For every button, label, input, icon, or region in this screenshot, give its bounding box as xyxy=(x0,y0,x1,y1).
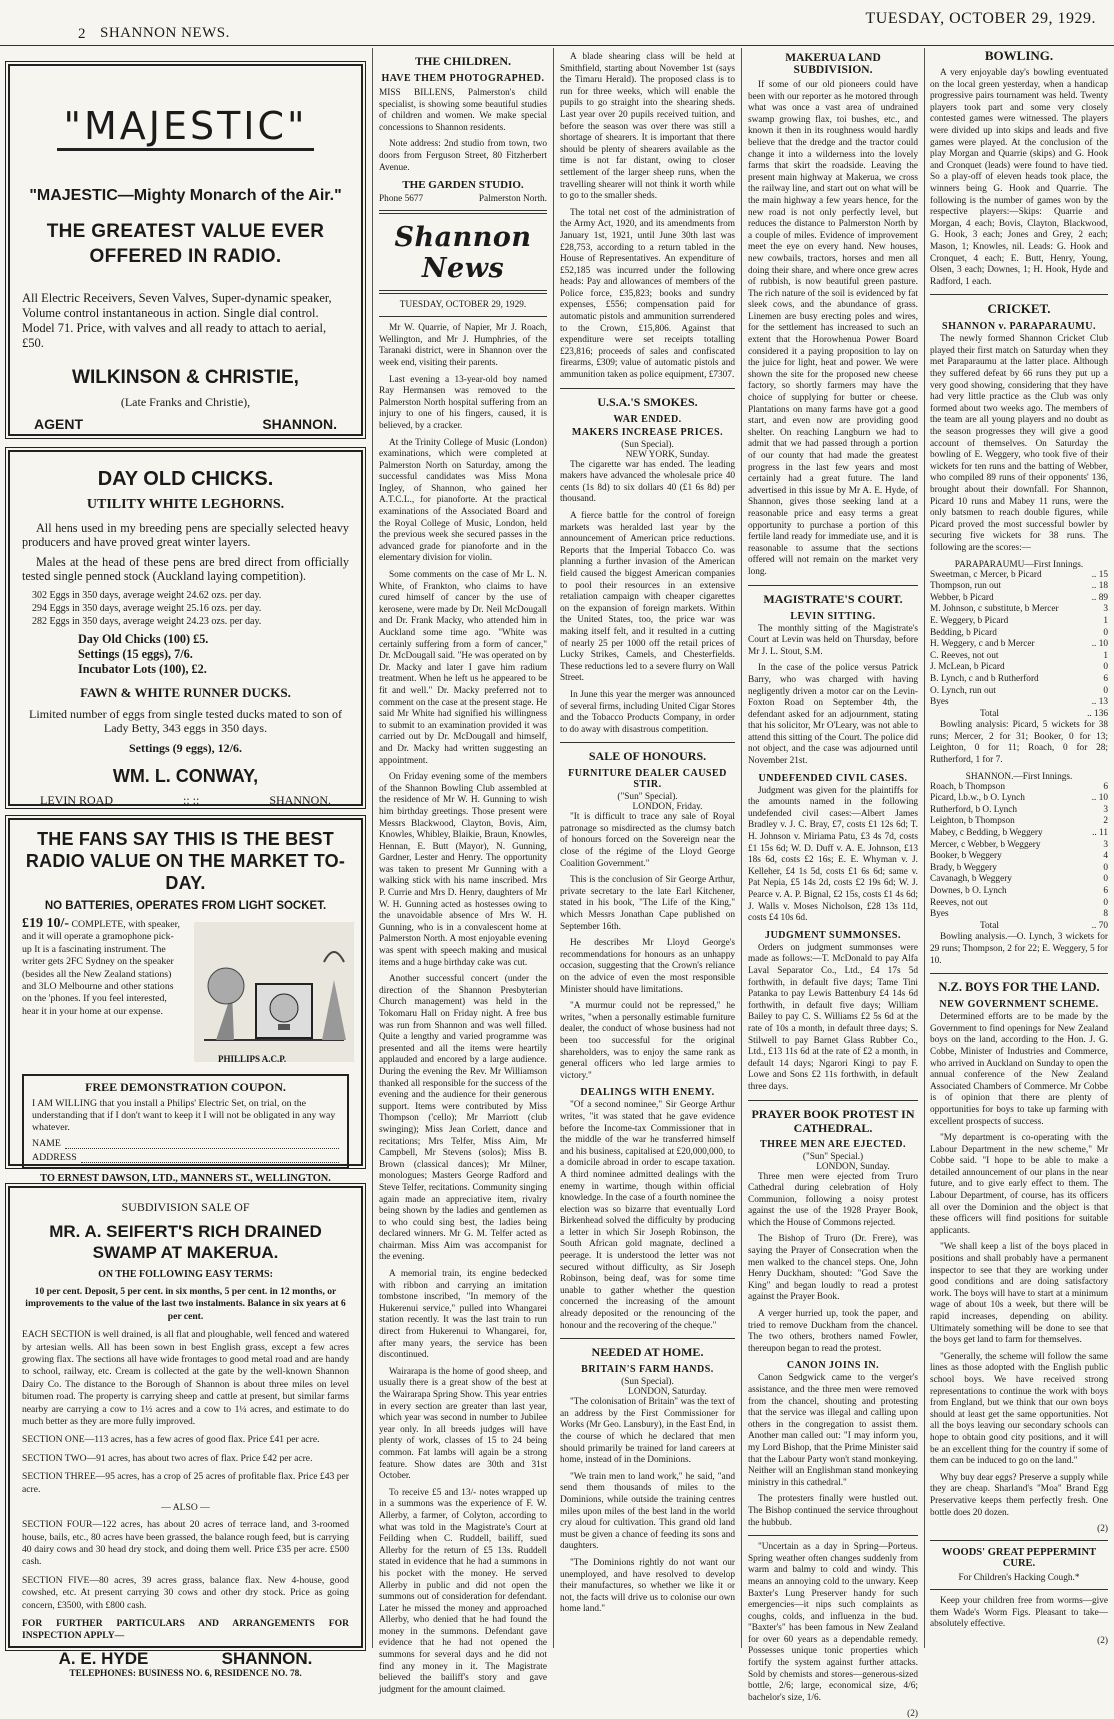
score-row xyxy=(930,816,1108,828)
agent-phones: TELEPHONES: BUSINESS NO. 6, RESIDENCE NO. 78. xyxy=(69,1668,302,1679)
studio-name: THE GARDEN STUDIO. xyxy=(402,179,524,192)
news-paragraph: The cigarette war has ended. The leading makers have advanced the wholesale price 40 cents (1s 8d) to six dollars 40 (£1 6s 8d) per thousand. xyxy=(560,459,735,505)
runs: 1 xyxy=(1103,615,1108,626)
nz-head: N.Z. BOYS FOR THE LAND. xyxy=(938,980,1100,995)
ducks-price: Settings (9 eggs), 12/6. xyxy=(129,741,242,755)
score-row xyxy=(930,674,1108,686)
radio-sub: NO BATTERIES, OPERATES FROM LIGHT SOCKET. xyxy=(44,900,327,912)
woods-sub: For Children's Hacking Cough.* xyxy=(958,1573,1080,1584)
score-row xyxy=(930,639,1108,651)
score-row xyxy=(930,805,1108,817)
batsman: Cavanagh, b Weggery xyxy=(930,874,1012,885)
section-four: SECTION FOUR—122 acres, has about 20 acres of terrace land, and 3-roomed house, bails, etc., 80 acres have been grassed, the balance rough feed, but is carrying 40 dairy cows and 30 head dry stock, and doing them well. Price £35 per acre. £500 cash. xyxy=(22,1519,349,1568)
score-row xyxy=(930,851,1108,863)
score-row xyxy=(930,697,1108,709)
egg-records xyxy=(22,589,349,628)
batsman: C. Reeves, not out xyxy=(930,650,999,661)
batsman: Rutherford, b O. Lynch xyxy=(930,804,1018,815)
majestic-logo: "MAJESTIC" xyxy=(57,104,313,151)
para-innings-head: PARAPARAUMU—First Innings. xyxy=(954,559,1084,570)
coupon-address-label: ADDRESS xyxy=(32,1152,77,1163)
majestic-firm-sub: (Late Franks and Christie), xyxy=(120,395,251,409)
batsman: J. McLean, b Picard xyxy=(930,662,1005,673)
shan-innings-head: SHANNON.—First Innings. xyxy=(965,771,1073,782)
coupon-name-label: NAME xyxy=(32,1138,61,1149)
chick-prices xyxy=(22,632,349,677)
score-row xyxy=(930,782,1108,794)
section-one: SECTION ONE—113 acres, has a few acres of good flax. Price £41 per acre. xyxy=(22,1434,320,1446)
runs: 6 xyxy=(1103,673,1108,684)
radio-illustration xyxy=(194,922,354,1062)
score-row xyxy=(930,581,1108,593)
needed-dateline: LONDON, Saturday. xyxy=(628,1387,707,1398)
subdivision-pre: SUBDIVISION SALE OF xyxy=(121,1200,250,1214)
issue-date: TUESDAY, OCTOBER 29, 1929. xyxy=(865,10,1096,27)
score-row xyxy=(930,886,1108,898)
news-paragraph: He describes Mr Lloyd George's recommendations for honours as an unhappy occasion, suggesting that the Crown's reliance on the advice of even the most responsible Minister should have limitations. xyxy=(560,938,735,995)
news-paragraph: Another successful concert (under the direction of the Shannon Presbyterian Church management) was held in the Tokomaru Hall on Friday night. A free bus was run from Shannon and was well filled. Quite a lengthy and varied programme was presented and all the items were heartily applauded and encored by a large audience. During the evening the Rev. Mr Williamson thanked all responsible for the success of the evening and the audience for their generous support. Items were contributed by Miss Thompson ('cello); Mr Marriott (club swinging); Miss Jean Corlett, dance and recitations; Mrs Telfer, Miss Aim, Mr Campbell, Mr Stevens (solos); Miss B. Brown (classical dances); Mr Milner, monologues; Masters George Radford and Steve Telfer, recitations. Community singing again made an appreciative item, rivalry being shown by the ladies and gentlemen as to who could sing best, the ladies being declared winners. Mr G. M. Telfer acted as chairman. Miss Aim was accompanist for the evening. xyxy=(379,974,547,1263)
cricket-para: The newly formed Shannon Cricket Club played their first match on Saturday when they met Paraparaumu at the latter place. Although they suffered defeat by 66 runs they put up a very good showing, considering that they have had very little practice as the Club was only formed about two weeks ago. The members of the team are all young players and no doubt as the season progresses they will give a good account of themselves. On Saturday the bowling of E. Weggery, who took five of their wickets for ten runs and the batting of Webber, who compiled 89 runs of their opponents' 136, brought about their downfall. For Shannon, Picard 10 runs and Mabey 11 runs, were the only batsmen to reach double figures, while Picard proved the most successful bowler by securing five wickets for 38 runs. The following are the scores:— xyxy=(930,334,1108,553)
smokes-source: (Sun Special). xyxy=(621,439,674,450)
chicks-para-2: Males at the head of these pens are bred direct from officially tested single penned stock (Auckland laying competition). xyxy=(22,555,349,583)
batsman: Byes xyxy=(930,697,949,708)
chicks-sep: :: :: xyxy=(182,793,200,807)
subdivision-title: MR. A. SEIFERT'S RICH DRAINED SWAMP AT MAKERUA. xyxy=(49,1222,322,1262)
runs: 3 xyxy=(1103,604,1108,615)
coupon-address-field[interactable] xyxy=(81,1152,339,1163)
children-body: MISS BILLENS, Palmerston's child specialist, is showing some beautiful studies of children and women. We make special concessions to Shannon residents. xyxy=(379,88,547,133)
news-paragraph: "We train men to land work," he said, "and send them thousands of miles to the Dominions, while outside the training centres miles upon miles of the best land in the world cry aloud for cultivation. This grand old land must be given a chance of feeding its sons and daughters. xyxy=(560,1471,735,1552)
smokes-sub-2: MAKERS INCREASE PRICES. xyxy=(571,426,724,438)
score-row xyxy=(930,570,1108,582)
batsman: B. Lynch, c and b Rutherford xyxy=(930,673,1039,684)
terms: 10 per cent. Deposit, 5 per cent. in six months, 5 per cent. in 12 months, or improvements to the value of the last two instalments. Balance in six years at 6 per cent. xyxy=(25,1286,346,1322)
score-row xyxy=(930,874,1108,886)
score-row xyxy=(930,593,1108,605)
coupon-name-field[interactable] xyxy=(65,1138,339,1149)
news-paragraph: The total net cost of the administration of the Army Act, 1920, and its amendments from January 1st, 1921, until June 30th last was £28,753, according to a return tabled in the House of Representatives. An expenditure of £52,185 was incurred under the following heads: Pay and allowances of members of the Police force, £35,823; books and sundry expenses, £556; compensation paid for automatic pistols and ammunition surrendered to the Crown, £15,806. Against that expenditure were set receipts totalling £23,816; proceeds of sales and confiscated firearms, £309; value of automatic pistols and ammunition taken as police equipment, £7307. xyxy=(560,207,735,381)
canon-head: CANON JOINS IN. xyxy=(786,1360,880,1372)
children-sub: HAVE THEM PHOTOGRAPHED. xyxy=(381,73,545,84)
runs: 2 xyxy=(1103,816,1108,827)
runs: .. 10 xyxy=(1091,793,1108,804)
agent-town: SHANNON. xyxy=(221,1648,313,1668)
score-row xyxy=(930,651,1108,663)
coupon-title: FREE DEMONSTRATION COUPON. xyxy=(85,1080,286,1094)
score-row xyxy=(930,686,1108,698)
needed-story xyxy=(560,1397,735,1616)
score-row xyxy=(930,616,1108,628)
woods-head: WOODS' GREAT PEPPERMINT CURE. xyxy=(941,1547,1097,1570)
news-paragraph: On Friday evening some of the members of the Shannon Bowling Club assembled at the residence of Mr W. H. Gunning to wish him birthday greetings. Those present were Messrs Blackwood, Clayton, Bovis, Aim, Knowles, Whibley, Blaikie, Braun, Knowles, Hennan, E. Butt (Mayor), N. Gunning, Gardner, Lester and Henry. The opportunity was taken to present Mr Gunning with a walking stick with his name inscribed. Mrs P. Currie and Mrs D. Henry, daughters of Mr W. H. Gunning acted as hostesses owing to the unavoidable absence of Mrs W. H. Gunning, who is in a convalescent home at Palmerston North. A most enjoyable evening was spent with speech making and musical items and a huge birthday cake was cut. xyxy=(379,772,547,968)
runs: 8 xyxy=(1103,909,1108,920)
score-row xyxy=(930,793,1108,805)
runs: 0 xyxy=(1103,627,1108,638)
needed-sub: BRITAIN'S FARM HANDS. xyxy=(581,1364,714,1376)
runs: 4 xyxy=(1103,851,1108,862)
column-5 xyxy=(930,44,1108,1652)
smokes-dateline: NEW YORK, Sunday. xyxy=(625,449,710,460)
honours-source: ("Sun" Special). xyxy=(617,792,678,803)
makerua-head: MAKERUA LAND SUBDIVISION. xyxy=(785,52,881,76)
apply-text: FOR FURTHER PARTICULARS AND ARRANGEMENTS FOR INSPECTION APPLY— xyxy=(22,1617,349,1642)
smokes-story xyxy=(560,460,735,737)
batsman: Brady, b Weggery xyxy=(930,862,997,873)
news-paragraph: "Generally, the scheme will follow the same lines as those adopted with the English public school boys. We have received strong representations to continue the work with boys from England, but we think that our own boys should at least get the same opportunities. Not all the boys leaving our secondary schools can hope to obtain good city positions, and it will be an excellent thing for the country if some of them can be induced to go on the land." xyxy=(930,1351,1108,1467)
score-row xyxy=(930,863,1108,875)
ducks-text: Limited number of eggs from single tested ducks mated to son of Lady Betty, 343 eggs in 350 days. xyxy=(29,707,342,735)
radio-ad xyxy=(8,818,363,1184)
page-header xyxy=(0,0,1114,44)
chicks-town: SHANNON. xyxy=(269,793,331,807)
news-paragraph: Wairarapa is the home of good sheep, and usually there is a great show of the best at the Wairarapa Spring Show. This year entries in every section are greater than last year, which year was second in number to Jubilee year only. In all breeds judges will have plenty of work, classes of 15 to 24 being common. Fat lambs will again be a strong feature. Show dates are 30th and 31st October. xyxy=(379,1366,547,1482)
chicks-title: DAY OLD CHICKS. xyxy=(97,468,274,490)
news-paragraph: The monthly sitting of the Magistrate's Court at Levin was held on Thursday, before Mr J. L. Stout, S.M. xyxy=(748,623,918,657)
dealings-para: "Of a second nominee," Sir George Arthur writes, "it was stated that he gave evidence before the Income-tax Commissioner that in the middle of the war he transferred himself and his business, capitalised at £20,000,000, to a domicile abroad in order to escape taxation. A third nominee admitted dealings with the enemy in wartime, though within official knowledge. In the case of a fourth nominee the election was so bizarre that eventually Lord Birkenhead solved the difficulty by producing a letter in which Sir Joseph Robinson, the South African gold magnate, declined a peerage. It is understood the letter was not secured without difficulty, as Sir Joseph Robinson, being deaf, was for some time unable to gather whether the question concerned the increasing of the amount already deposited or the renouncing of the honour and the recovering of the cheque." xyxy=(560,1100,735,1331)
coupon-text: I AM WILLING that you install a Philips' Electric Set, on trial, on the understanding that if I don't want to keep it I will not be obligated in any way whatever. xyxy=(32,1098,336,1133)
score-row xyxy=(930,840,1108,852)
shan-bowling: Bowling analysis.—O. Lynch, 3 wickets for 29 runs; Thompson, 2 for 22; E. Weggery, 5 for 10. xyxy=(930,932,1108,966)
chicks-ad xyxy=(8,450,363,806)
cricket-sub: SHANNON v. PARAPARAUMU. xyxy=(942,321,1096,333)
runs: .. 11 xyxy=(1092,828,1108,839)
batsman: M. Johnson, c substitute, b Mercer xyxy=(930,604,1059,615)
news-paragraph: A verger hurried up, took the paper, and tried to remove Duckham from the chancel. The two others, brothers named Fowler, thereupon began to read the protest. xyxy=(748,1309,918,1354)
prayer-head: PRAYER BOOK PROTEST IN CATHEDRAL. xyxy=(751,1106,915,1135)
score-row xyxy=(930,662,1108,674)
runs: 0 xyxy=(1103,862,1108,873)
radio-caption: PHILLIPS A.C.P. xyxy=(218,1054,287,1064)
batsman: Mabey, c Bedding, b Weggery xyxy=(930,828,1043,839)
news-paragraph: A fierce battle for the control of foreign markets was heralded last year by the announcement of American price reductions. Reports that the Imperial Tobacco Co. was planning a further invasion of the American field caused the biggest American companies to pool their resources in an extensive retaliation campaign with cheaper cigarettes on the expansion of foreign markets. Within the United States, too, the price war was making itself felt, and it resulted in a cutting of nearly 25 per 1000 off the retail prices of Lucky Strikes, Camels, and Chesterfields. These reductions led to a severe flurry on Wall Street. xyxy=(560,511,735,684)
undefended-para: Judgment was given for the plaintiffs for the amounts named in the following undefended civil cases:—Albert James Bradley v. J. C. Bray, £7, costs £1 12s 6d; T. H. Johnson v. Miriama Patu, £3 4s 7d, costs £1 15s 6d; W. D. Duff v. A. E. Johnson, £13 18s 6d, costs £2 16s; E. E. Whyman v. J. Kelleher, £4 1s 5d, costs £1 6s 6d; same v. Pat Nepia, £5 14s 2d, costs £2 19s 6d; W. J. Pearce v. A. P. Bignal, £2 15s, costs £1 4s 6d; J. Walls v. Moses Nicholson, £28 13s 11d, costs £4 10s 6d. xyxy=(748,785,918,924)
news-paragraph: The protesters finally were hustled out. The Bishop continued the service throughout the hubbub. xyxy=(748,1494,918,1528)
news-paragraph: In June this year the merger was announced of several firms, including United Cigar Stores and the Tobacco Products Company, in order to do away with disastrous competition. xyxy=(560,689,735,735)
runs: 0 xyxy=(1103,874,1108,885)
score-row xyxy=(930,898,1108,910)
ducks-title: FAWN & WHITE RUNNER DUCKS. xyxy=(80,685,291,700)
majestic-town: SHANNON. xyxy=(262,416,337,432)
news-paragraph: A memorial train, its engine bedecked with ribbon and carrying an imitation tombstone inscribed, "In memory of the Hukerenui service," pulled into Whangarei station recently. It was the last train to run direct from Hukerenui to Whangarei, for, after many years, the service has been discontinued. xyxy=(379,1269,547,1361)
page-number: 2 xyxy=(78,26,86,42)
para-total-value: .. 136 xyxy=(1087,708,1108,719)
score-row xyxy=(930,604,1108,616)
column-4 xyxy=(748,52,918,1719)
canon-story xyxy=(748,1373,918,1529)
masthead-date: TUESDAY, OCTOBER 29, 1929. xyxy=(399,300,527,311)
needed-source: (Sun Special). xyxy=(621,1377,674,1388)
batsman: Downes, b O. Lynch xyxy=(930,886,1007,896)
honours-sub: FURNITURE DEALER CAUSED STIR. xyxy=(568,768,727,791)
also-label: — ALSO — xyxy=(161,1502,210,1514)
honours-story xyxy=(560,812,735,1082)
runs: 6 xyxy=(1103,781,1108,792)
news-paragraph: "We shall keep a list of the boys placed in positions and shall probably have a permanent inspector to see that they are working under good conditions and are doing satisfactory work. The boys will have to start at a minimum wage of about 10s a week, but there will be rapid increases, depending on ability. Ultimately something will be done to see that the boys get land to farm for themselves. xyxy=(930,1242,1108,1346)
batsman: Thompson, run out xyxy=(930,581,1002,592)
baxters-num: (2) xyxy=(907,1709,918,1719)
news-paragraph: To receive £5 and 13/- notes wrapped up in a summons was the experience of F. W. Allerby, a farmer, of Colyton, according to what was told in the Magistrate's Court at Feilding when C. Ruddell, bailiff, sued Allerby for the return of £5 13s. Ruddell stated in evidence that he had a summons in his pocket with the money. He served Allerby in public and did not open the summons out of consideration for defendant. Later he missed the money and approached Allerby, who denied that he had found the money in the summons. Defendant gave evidence that he had not opened the summons for several days and he did not find any money in it. The Magistrate believed the bailiff's story and gave judgment for the amount claimed. xyxy=(379,1487,547,1695)
agent-name: A. E. HYDE xyxy=(58,1648,149,1668)
bowling-para: A very enjoyable day's bowling eventuated on the local green yesterday, when a handicap progressive pairs tournament was held. Twenty players took part and some very closely contested games were witnessed. The players were divided up into skips and leads and five games were played. At the conclusion of the play Morgan and Quarrie (skips) and G. Hook and Cronquet (leads) were found to have tied. So a play-off of eleven heads took place, the winners being G. Hook and Quarrie. The following is the number of games won by the respective players:—Skips: Quarrie and Morgan, 4 each; Bovis, Clayton, Blackwood, G. Hook, 3 each; Jones and Grey, 2 each; Mason, 1; Knowles, nil. Leads: G. Hook and Cronquet, 4 each; E. Butt, Henry, Young, Olsen, 3 each; Downes, 1; H. Hook, Hyde and Radford, 1 each. xyxy=(930,68,1108,287)
batsman: O. Lynch, run out xyxy=(930,685,996,696)
runs: .. 15 xyxy=(1091,569,1108,580)
court-head: MAGISTRATE'S COURT. xyxy=(763,591,903,606)
runs: .. 18 xyxy=(1091,581,1108,592)
news-paragraph: "It is difficult to trace any sale of Royal patronage so misdirected as the clumsy batch of honours forced on the Sovereign near the close of the régime of the Lloyd George Coalition Government." xyxy=(560,812,735,869)
batsman: Sweetman, c Mercer, b Picard xyxy=(930,569,1042,580)
honours-dateline: LONDON, Friday. xyxy=(632,802,703,813)
batsman: Picard, l.b.w., b O. Lynch xyxy=(930,793,1025,804)
children-head: THE CHILDREN. xyxy=(414,54,512,68)
batsman: H. Weggery, c and b Mercer xyxy=(930,639,1035,650)
cricket-head: CRICKET. xyxy=(987,301,1051,317)
runs: 3 xyxy=(1103,804,1108,815)
radio-body: and it will operate a gramophone pick-up It is a fascinating instrument. The writer gets 2FC Sydney on the speaker (besides all the New Zealand stations) and 3LO Melbourne and other stations on the 'phones. If you feel interested, hear it in your home at our expense. xyxy=(22,931,174,1017)
worms-ad: Keep your children free from worms—give them Wade's Worm Figs. Pleasant to take—absolutely effective. xyxy=(930,1596,1108,1630)
prayer-dateline: LONDON, Sunday. xyxy=(816,1161,890,1172)
runs: .. 10 xyxy=(1091,639,1108,650)
batsman: Byes xyxy=(930,909,949,920)
subdivision-ad xyxy=(8,1186,363,1679)
score-row xyxy=(930,909,1108,921)
news-paragraph: Canon Sedgwick came to the verger's assistance, and the three men were removed from the chancel, shouting and protesting that the service was illegal and calling upon others in the congregation to assist them. Another man called out: "I may inform you, my Lord Bishop, that the Prime Minister said that the Labour Party won't stand monkeying. Neither will an Englishman stand monkeying ministry in this cathedral." xyxy=(748,1373,918,1488)
court-story xyxy=(748,624,918,768)
judgment-para: Orders on judgment summonses were made as follows:—T. McDonald to pay Alfa Laval Separator Co., Ltd., £4 17s 5d forthwith, in default five days; Tame Tini Patanka to pay Lewis Battenbury £4 14s 6d forthwith, in default five days; William Bailey to pay C. S. Williams £2 5s 6d at the rate of 10s a month, in default three days; S. Stilwell to pay Barnet Glass Rubber Co., Ltd., £13 11s 6d at the rate of £2 a month, in default 14 days; Ngarori Kingi to pay F. Lowe and Sons £2 11s forthwith, in default three days. xyxy=(748,942,918,1092)
column-rule xyxy=(553,48,554,1648)
smokes-head: U.S.A.'S SMOKES. xyxy=(597,394,698,409)
news-paragraph: Determined efforts are to be made by the Government to find openings for New Zealand boys on the land, according to the Hon. J. G. Cobbe, Minister of Industries and Commerce, who arrived in Auckland on Sunday to open the annual conference of the New Zealand Associated Chambers of Commerce. Mr Cobbe is of opinion that there are plenty of opportunities for boys to take up farming with excellent prospects of success. xyxy=(930,1012,1108,1127)
prayer-source: ("Sun" Special.) xyxy=(802,1151,864,1162)
column-rule xyxy=(741,48,742,1648)
egg-record: 302 Eggs in 350 days, average weight 24.62 ozs. per day. xyxy=(32,590,262,601)
column-2 xyxy=(379,52,547,1695)
news-paragraph: If some of our old pioneers could have been with our reporter as he motored through what was once a vast area of undrained swamp growing flax, toi bushes, etc., and known it then in its roughness would hardly believe that the dredge and the tractor could change it into a wilderness into the lovely farms that skirt the roadside. Leaving the present main highway at Makerua, we cross the railway line, and start out on what will be the main highway a few years hence, for the new road is not only perfectly level, but reduces the distance to Palmerston North by a couple of miles. Evidence of improvement meet the eye on every hand. New houses, new cowbails, tractors, horses and men all doing their share, and where once grew acres of rubbish, is now beautiful green pasture. The rich nature of the soil is evidenced by fat sleek cows, and the abundance of grass. Linemen are busy erecting poles and wires, for the settlement has increased to such an extent that the Horowhenua Power Board considered it a paying proposition to lay on the juice for light, heat and power. We were shown the site for the proposed new cheese factory, so shortly farmers may have the choice of supplying for butter or cheese. Plantations on many farms have got a good start, and even now are providing good shelter. On reaching Langburn we had to admit that we had passed through a portion of our county that had made the greatest progress in the last few years and most certainly had a great future. The land advertised in this issue by Mr A. E. Hyde, of Shannon, gives those seeking land at a reasonable price and easy terms a great opportunity to purchase a portion of this fertile land ready for immediate use, and it is reasonable to assume that the sections offered will not remain on the market very long. xyxy=(748,80,918,577)
terms-head: ON THE FOLLOWING EASY TERMS: xyxy=(98,1269,273,1280)
studio-city: Palmerston North. xyxy=(478,194,547,205)
runs: 6 xyxy=(1103,886,1108,896)
news-paragraph: Mr W. Quarrie, of Napier, Mr J. Roach, Wellington, and Mr J. Humphries, of the Taranaki district, were in Shannon over the week end, visiting their parents. xyxy=(379,323,547,368)
news-paragraph: Some comments on the case of Mr L. N. White, of Frankton, who claims to have cured himself of cancer by the use of kerosene, were made by Dr. Neil McDougall and Dr. Frank Macky, who attended him in Auckland some time ago. "White was certainly suffering from a form of cancer," Dr. McDougall said. "He was operated on by Dr. Macky and later I gave him radium treatment. When he left us he appeared to be fit and well." Dr. Macky preferred not to comment on the case at the present stage. He said Mr White had signified his willingness to submit to an examination provided it was carried out by Dr. McDougall and himself, and Dr. Macky had written suggesting an appointment. xyxy=(379,570,547,766)
shan-total-label: Total xyxy=(980,920,999,931)
price-line: Settings (15 eggs), 7/6. xyxy=(78,647,193,661)
news-paragraph: The Bishop of Truro (Dr. Frere), was saying the Prayer of Consecration when the men walked to the chancel steps. One, John Henry Duckham, shouted: "God Save the King" and began loudly to read a protest against the Prayer Book. xyxy=(748,1234,918,1303)
batsman: Bedding, b Picard xyxy=(930,627,997,638)
radio-headline: THE FANS SAY THIS IS THE BEST RADIO VALUE ON THE MARKET TO-DAY. xyxy=(25,829,346,893)
nz-story xyxy=(930,1012,1108,1468)
chicks-road: LEVIN ROAD xyxy=(40,793,113,807)
batsman: Leighton, b Thompson xyxy=(930,816,1015,827)
majestic-agent: AGENT xyxy=(34,416,83,432)
news-paragraph: "A murmur could not be repressed," he writes, "when a personally estimable furniture dealer, the conduct of whose business had not been too successful for the original shareholders, was to enjoy the same rank as general officers who led large armies to victory." xyxy=(560,1001,735,1081)
radio-price-note: COMPLETE, with speaker, xyxy=(71,919,180,930)
children-note: Note address: 2nd studio from town, two doors from Ferguson Street, 80 Fitzherbert Avenue. xyxy=(379,139,547,173)
majestic-headline: THE GREATEST VALUE EVER OFFERED IN RADIO. xyxy=(46,221,325,267)
batsman: Booker, b Weggery xyxy=(930,851,1002,862)
section-five: SECTION FIVE—80 acres, 39 acres grass, balance flax. New 4-house, good cowshed, etc. At present carrying 30 cows and other dry stock. Price as going concern, £3500, with £800 cash. xyxy=(22,1574,349,1611)
column-3 xyxy=(560,52,735,1652)
honours-head: SALE OF HONOURS. xyxy=(588,749,707,764)
majestic-ad xyxy=(8,64,363,436)
price-line: Day Old Chicks (100) £5. xyxy=(78,632,209,646)
dealings-head: DEALINGS WITH ENEMY. xyxy=(580,1087,715,1099)
runs: 3 xyxy=(1103,839,1108,850)
studio-phone: Phone 5677 xyxy=(379,194,424,205)
runs: 0 xyxy=(1103,897,1108,908)
section-two: SECTION TWO—91 acres, has about two acres of flax. Price £42 per acre. xyxy=(22,1452,313,1464)
batsman: Roach, b Thompson xyxy=(930,781,1005,792)
runs: .. 13 xyxy=(1091,697,1108,708)
undefended-head: UNDEFENDED CIVIL CASES. xyxy=(758,772,908,784)
batsman: Reeves, not out xyxy=(930,897,988,908)
paper-name: SHANNON NEWS. xyxy=(100,25,230,41)
news-paragraph: Three men were ejected from Truro Cathedral during celebration of Holy Communion, following a noisy protest against the use of the 1928 Prayer Book, which the House of Commons rejected. xyxy=(748,1171,918,1228)
majestic-tagline: "MAJESTIC—Mighty Monarch of the Air." xyxy=(29,187,342,204)
majestic-body: All Electric Receivers, Seven Valves, Super-dynamic speaker, Volume control instantaneous in action. Single dial control. Model 71. Price, with valves and all ready to attach to aerial, £50. xyxy=(22,291,332,350)
section-three: SECTION THREE—95 acres, has a crop of 25 acres of profitable flax. Price £43 per acre. xyxy=(22,1471,349,1495)
runs: 1 xyxy=(1103,650,1108,661)
shannon-scorecard xyxy=(930,782,1108,921)
baxters-ad: "Uncertain as a day in Spring—Porteus. Spring weather often changes suddenly from warm and balmy to cold and windy. This means an annoying cold to the unwary. Keep Baxter's Lung Preserver handy for such emergencies—it nips such complaints as coughs, colds, and influenza in the bud. "Baxter's" has been famous in New Zealand for over 60 years as a dependable remedy. Possesses unique tonic properties which fortify the system against further attacks. Sold by chemists and stores—generous-sized bottle, 2/6; large, economical size, 4/6; bachelor's size, 1/6. xyxy=(748,1542,918,1703)
news-paragraph: This is the conclusion of Sir George Arthur, private secretary to the late Earl Kitchener, stated in his book, "The Life of the King," which Messrs Jonathan Cape published on September 16th. xyxy=(560,875,735,932)
egg-ad-num: (2) xyxy=(1097,1524,1108,1535)
smokes-sub-1: WAR ENDED. xyxy=(613,413,682,425)
prayer-story xyxy=(748,1172,918,1356)
court-sub: LEVIN SITTING. xyxy=(790,610,876,622)
news-paragraph: Last evening a 13-year-old boy named Ray Hermansen was removed to the Palmerston North hospital suffering from an injury to one of his fingers, caused, it is believed, by a cracker. xyxy=(379,374,547,431)
needed-head: NEEDED AT HOME. xyxy=(591,1345,704,1360)
news-paragraph: "My department is co-operating with the Labour Department in the new scheme," Mr Cobbe said. "I hope to be able to make a detailed announcement of our plans in the near future, and to give early effect to them. The Labour Department, of course, has its officers all over the Dominion and the object is that these officers will find positions for suitable applicants. xyxy=(930,1133,1108,1236)
score-row xyxy=(930,628,1108,640)
news-paragraph: At the Trinity College of Music (London) examinations, which were completed at Palmerston North on Saturday, among the successful candidates was Miss Mona Ingley, of Shannon, who gained her A.T.C.L., for pianoforte. At the practical examinations of the Associated Board and the Royal College of Music, London, held the previous week she secured passes in the advanced grade for pianoforte and in the elementary division for violin. xyxy=(379,437,547,564)
column-rule xyxy=(924,48,925,1648)
local-news xyxy=(379,323,547,1696)
news-paragraph: In the case of the police versus Patrick Barry, who was charged with having negligently driven a motor car on the Levin-Foxton Road on September 4th, the defendant asked for an adjournment, stating that his solicitor, Mr O'Leary, was not able to attend this sitting of the Court. The police did not object, and the case was adjourned until November 21st. xyxy=(748,663,918,767)
demo-coupon xyxy=(22,1074,349,1169)
egg-record: 294 Eggs in 350 days, average weight 25.16 ozs. per day. xyxy=(32,603,262,614)
news-paragraph: A blade shearing class will be held at Smithfield, starting about November 1st (says the Timaru Herald). The proposed class is to run for three weeks, which will enable the pupils to go straight into the shearing sheds. Last year over 20 pupils received tuition, and before the season was over there was still a shortage of shearers. It is important that there should be plenty of shearers available as the time is not far distant, owing to closer settlement of the larger sheep runs, when the travelling shearer will not think it worth while to go to the smaller sheds. xyxy=(560,52,735,202)
batsman: Webber, b Picard xyxy=(930,592,994,603)
radio-price: £19 10/- xyxy=(22,916,70,931)
batsman: Mercer, c Webber, b Weggery xyxy=(930,839,1041,850)
radio-to: TO ERNEST DAWSON, LTD., MANNERS ST., WELLINGTON. xyxy=(40,1173,331,1184)
runs: 0 xyxy=(1103,662,1108,673)
para-scorecard xyxy=(930,570,1108,709)
egg-preservative-ad: Why buy dear eggs? Preserve a supply while they are cheap. Sharland's "Moa" Brand Egg Preservative keeps them perfectly fresh. One bottle does 20 dozen. xyxy=(930,1472,1108,1518)
prayer-sub: THREE MEN ARE EJECTED. xyxy=(759,1138,907,1150)
nz-sub: NEW GOVERNMENT SCHEME. xyxy=(939,999,1099,1011)
column-rule xyxy=(372,48,373,1648)
news-paragraphs xyxy=(560,52,735,382)
egg-record: 282 Eggs in 350 days, average weight 24.23 ozs. per day. xyxy=(32,616,262,627)
runs: .. 89 xyxy=(1091,592,1108,603)
para-total-label: Total xyxy=(980,708,999,719)
bowling-head: BOWLING. xyxy=(984,48,1054,63)
news-paragraph: "The colonisation of Britain" was the text of an address by the First Commissioner for Works (Mr Geo. Lansbury), in the East End, in the course of which he declared that men should primarily be trained for land careers at home, instead of in the Dominions. xyxy=(560,1397,735,1466)
chicks-seller: WM. L. CONWAY, xyxy=(112,766,259,786)
majestic-firm: WILKINSON & CHRISTIE, xyxy=(72,367,299,388)
judgment-head: JUDGMENT SUMMONSES. xyxy=(765,929,901,941)
batsman: E. Weggery, b Picard xyxy=(930,615,1009,626)
news-paragraph: "The Dominions rightly do not want our unemployed, and have resolved to develop their manufactures, so whether we like it or not, the facts will drive us to colonise our own home land." xyxy=(560,1557,735,1615)
chicks-subtitle: UTILITY WHITE LEGHORNS. xyxy=(86,497,285,512)
para-bowling: Bowling analysis: Picard, 5 wickets for 38 runs; Mercer, 2 for 31; Booker, 0 for 13; Leighton, 0 for 11; Roach, 0 for 28; Rutherford, 1 for 7. xyxy=(930,720,1108,766)
price-line: Incubator Lots (100), £2. xyxy=(78,662,207,676)
subdivision-body: EACH SECTION is well drained, is all flat and ploughable, well fenced and watered by artesian wells. All has been sown in best English grass, except a few acres growing flax. The sections all have wide frontages to good metal road and are handy to school, railway, etc. Cream is collected at the gate by the well-known Shannon Dairy Co. The distance to the Borough of Shannon is about three miles on level bitumen road. The property is carrying sheep and cattle at present, but similar farms nearby are carrying a cow to 1½ acres and a cow to 1¼ acres, and estimate to do much better as they are more fully improved. xyxy=(22,1329,349,1428)
score-row xyxy=(930,828,1108,840)
chicks-para-1: All hens used in my breeding pens are specially selected heavy producers and have proved great winter layers. xyxy=(22,521,349,549)
shan-total-value: .. 70 xyxy=(1091,920,1108,931)
makerua-story xyxy=(748,80,918,579)
worms-num: (2) xyxy=(1097,1635,1108,1646)
runs: 0 xyxy=(1103,685,1108,696)
masthead: Shannon News xyxy=(394,222,532,285)
